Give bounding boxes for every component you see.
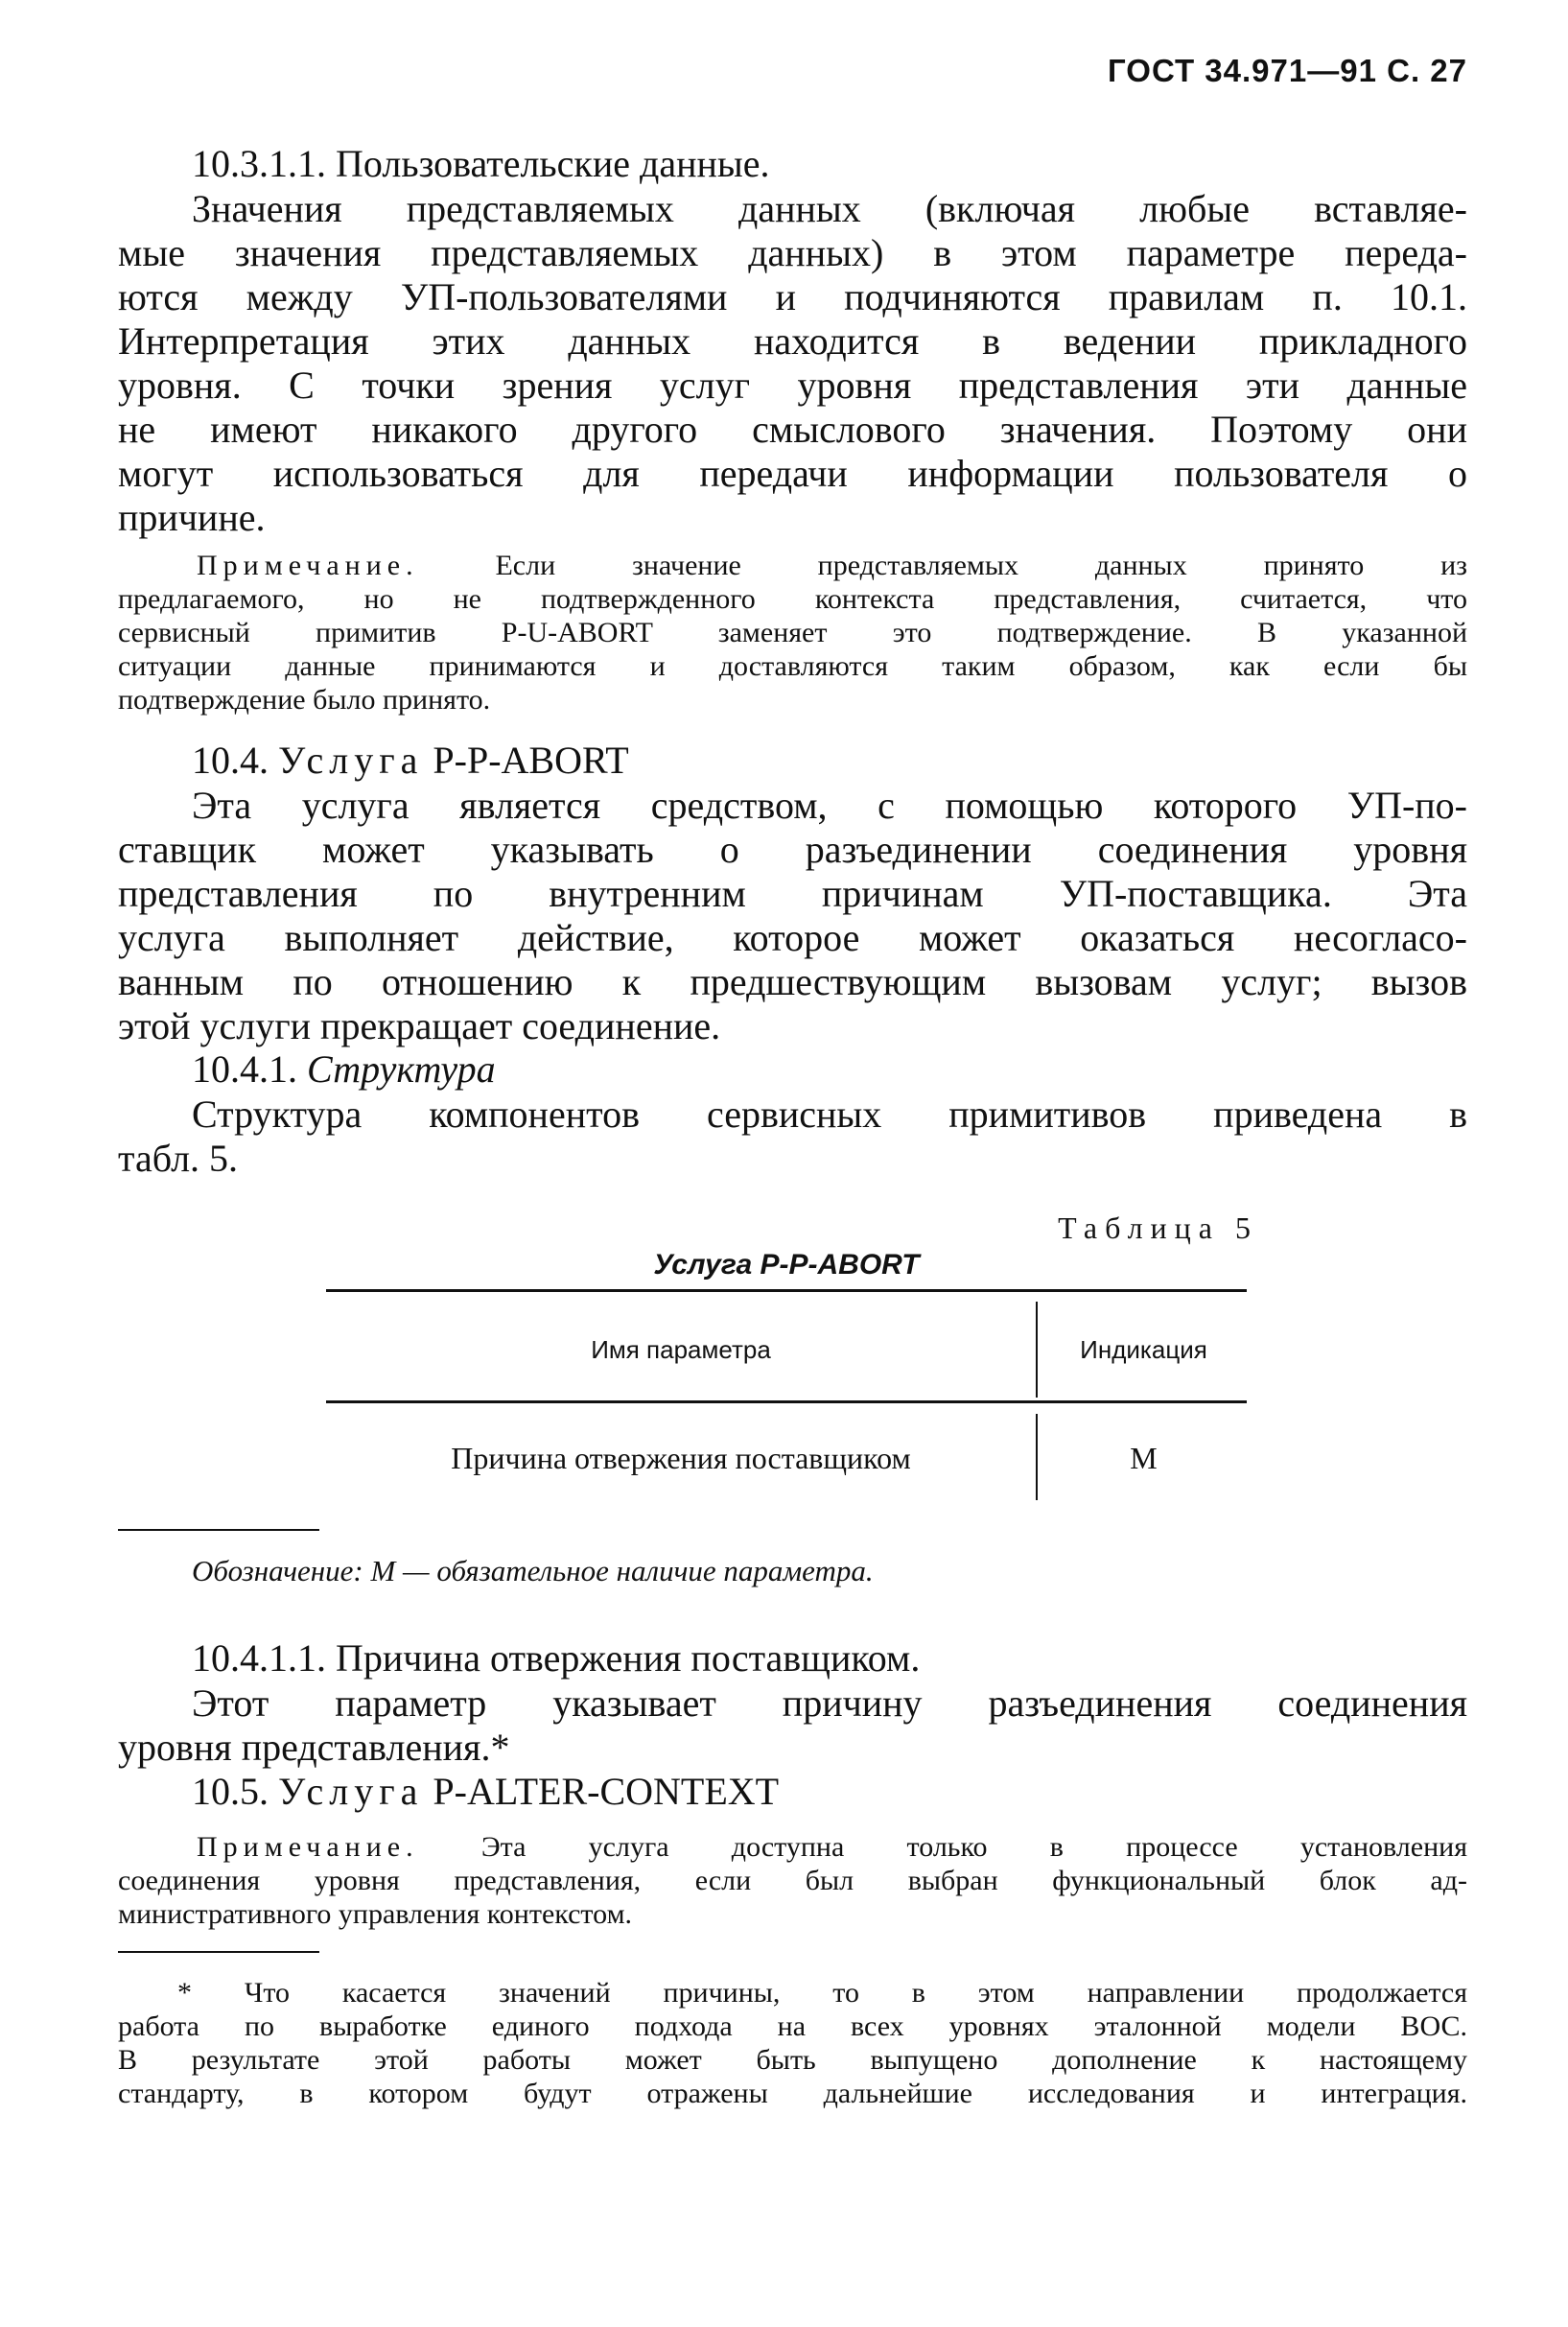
text-line: могут использоваться для передачи информации пользователя о — [118, 452, 1467, 495]
table-cell-indication: M — [1130, 1441, 1158, 1475]
note-1 — [118, 549, 1467, 717]
text-line: не имеют никакого другого смыслового значения. Поэтому они — [118, 408, 1467, 451]
section-10-4-heading — [192, 739, 629, 783]
text-line: Эта услуга является средством, с помощью которого УП-по- — [192, 784, 1467, 827]
note-line: ситуации данные принимаются и доставляются таким образом, как если бы — [118, 650, 1467, 682]
text-line: табл. 5. — [118, 1137, 239, 1180]
note-line: соединения уровня представления, если был выбран функциональный блок ад- — [118, 1865, 1467, 1896]
section-number: 10.4.1. — [192, 1047, 297, 1091]
section-10-4-1-1-heading: 10.4.1.1. Причина отвержения поставщиком. — [192, 1636, 921, 1680]
table-header-indication: Индикация — [1080, 1335, 1207, 1364]
footnote — [118, 1976, 1467, 2110]
text-line: представления по внутренним причинам УП-поставщика. Эта — [118, 872, 1467, 915]
text-line: причине. — [118, 496, 266, 539]
text-line: Значения представляемых данных (включая любые вставляе- — [192, 187, 1467, 230]
table-header-divider — [1036, 1302, 1038, 1398]
text-line: уровня. С точки зрения услуг уровня представления эти данные — [118, 364, 1467, 407]
text-line: мые значения представляемых данных) в этом параметре переда- — [118, 231, 1467, 274]
table-legend: Обозначение: M — обязательное наличие параметра. — [192, 1554, 874, 1587]
footnote-line: работа по выработке единого подхода на всех уровнях эталонной модели ВОС. — [118, 2010, 1467, 2042]
footnote-line: В результате этой работы может быть выпущено дополнение к настоящему — [118, 2044, 1467, 2076]
table-row-divider — [1036, 1414, 1038, 1500]
section-10-4-body — [118, 784, 1467, 1048]
note-label: Примечание. — [197, 1831, 419, 1863]
page-header: ГОСТ 34.971—91 С. 27 — [1108, 53, 1467, 88]
note-line: сервисный примитив P-U-ABORT заменяет это подтверждение. В указанной — [118, 617, 1467, 648]
section-10-3-1-1-body — [118, 187, 1467, 540]
note-2 — [118, 1830, 1467, 1931]
section-10-5-heading — [192, 1770, 779, 1814]
table-header-parameter: Имя параметра — [591, 1335, 771, 1364]
text-line: Интерпретация этих данных находится в ведении прикладного — [118, 319, 1467, 363]
section-title: Структура — [307, 1047, 496, 1091]
footnote-rule — [118, 1951, 319, 1953]
table-header-rule — [326, 1400, 1247, 1403]
footnote-line: стандарту, в котором будут отражены дальнейшие исследования и интеграция. — [118, 2078, 1467, 2109]
section-number: 10.5. — [192, 1770, 269, 1813]
note-first-line — [118, 1830, 1467, 1864]
footnote-line: * Что касается значений причины, то в этом направлении продолжается — [177, 1977, 1467, 2009]
text-line: уровня представления.* — [118, 1726, 510, 1769]
table-legend-rule — [118, 1529, 319, 1531]
text-line: ются между УП-пользователями и подчиняются правилам п. 10.1. — [118, 275, 1467, 318]
note-label: Примечание. — [197, 550, 419, 581]
table-cell-parameter: Причина отвержения поставщиком — [451, 1441, 911, 1475]
note-line: министративного управления контекстом. — [118, 1898, 633, 1930]
section-10-4-1-1-body — [118, 1681, 1467, 1770]
note-first-text: Если значение представляемых данных принято из — [495, 550, 1467, 581]
section-title-spaced: Услуга — [278, 1770, 424, 1813]
section-10-3-1-1-heading: 10.3.1.1. Пользовательские данные. — [192, 142, 770, 185]
table-title: Услуга P-P-ABORT — [653, 1249, 920, 1281]
text-line: ванным по отношению к предшествующим вызовам услуг; вызов — [118, 960, 1467, 1003]
text-line: Этот параметр указывает причину разъединения соединения — [192, 1681, 1467, 1725]
text-line: Структура компонентов сервисных примитивов приведена в — [192, 1093, 1467, 1136]
section-title: P-P-ABORT — [433, 739, 629, 782]
note-first-text: Эта услуга доступна только в процессе установления — [480, 1831, 1467, 1863]
section-10-4-1-body — [118, 1093, 1467, 1181]
text-line: услуга выполняет действие, которое может оказаться несогласо- — [118, 916, 1467, 959]
section-10-4-1-heading — [192, 1047, 496, 1092]
text-line: этой услуги прекращает соединение. — [118, 1004, 721, 1047]
table-label: Таблица 5 — [1058, 1211, 1258, 1245]
section-title-spaced: Услуга — [278, 739, 424, 782]
text-line: ставщик может указывать о разъединении соединения уровня — [118, 828, 1467, 871]
note-line: подтверждение было принято. — [118, 684, 491, 716]
section-number: 10.4. — [192, 739, 269, 782]
section-title: P-ALTER-CONTEXT — [433, 1770, 780, 1813]
note-line: предлагаемого, но не подтвержденного контекста представления, считается, что — [118, 583, 1467, 615]
table-top-rule — [326, 1289, 1247, 1292]
note-first-line — [118, 549, 1467, 582]
